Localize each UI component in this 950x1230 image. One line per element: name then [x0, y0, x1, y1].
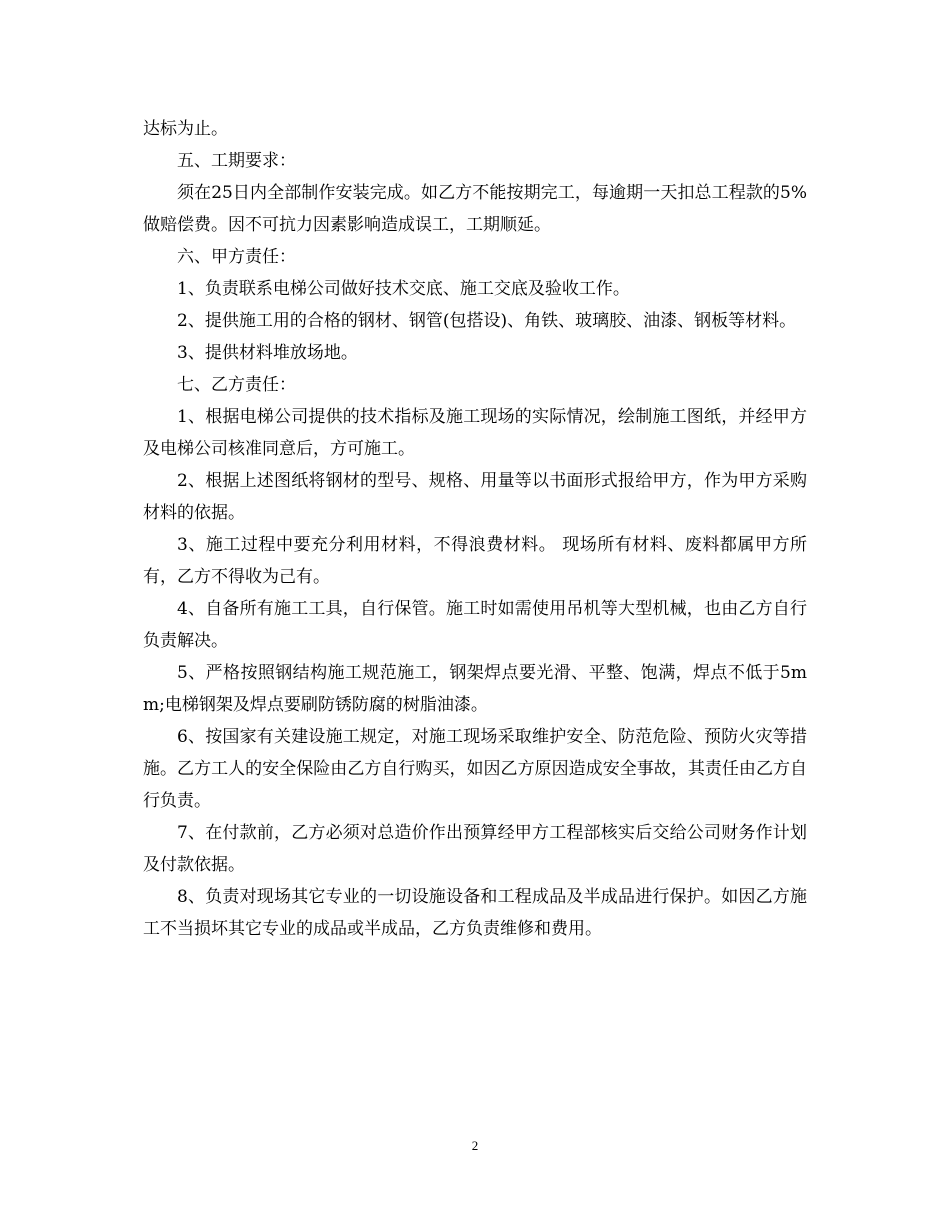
party-a-item-3: 3、提供材料堆放场地。 — [177, 343, 358, 363]
party-b-item-4: 4、自备所有施工工具，自行保管。施工时如需使用吊机等大型机械，也由乙方自行负责解决。 — [143, 599, 807, 651]
party-a-item-2: 2、提供施工用的合格的钢材、钢管(包搭设)、角铁、玻璃胶、油漆、钢板等材料。 — [177, 311, 797, 331]
party-b-item-5: 5、严格按照钢结构施工规范施工，钢架焊点要光滑、平整、饱满，焊点不低于5mm;电梯钢架及焊点要刷防锈防腐的树脂油漆。 — [143, 663, 807, 715]
party-b-item-1: 1、根据电梯公司提供的技术指标及施工现场的实际情况，绘制施工图纸，并经甲方及电梯公司核准同意后，方可施工。 — [143, 407, 807, 459]
document-body — [143, 113, 807, 945]
party-b-item-6: 6、按国家有关建设施工规定，对施工现场采取维护安全、防范危险、预防火灾等措施。乙方工人的安全保险由乙方自行购买，如因乙方原因造成安全事故，其责任由乙方自行负责。 — [143, 727, 807, 811]
section-heading-schedule: 五、工期要求： — [177, 151, 296, 171]
section-heading-party-a: 六、甲方责任： — [177, 247, 296, 267]
party-a-item-1: 1、负责联系电梯公司做好技术交底、施工交底及验收工作。 — [177, 279, 630, 299]
paragraph-schedule: 须在25日内全部制作安装完成。如乙方不能按期完工，每逾期一天扣总工程款的5%做赔偿费。因不可抗力因素影响造成误工，工期顺延。 — [143, 183, 807, 235]
paragraph-0: 达标为止。 — [143, 119, 228, 139]
party-b-item-3: 3、施工过程中要充分利用材料，不得浪费材料。 现场所有材料、废料都属甲方所有，乙方不得收为己有。 — [143, 535, 807, 587]
page-number: 2 — [471, 1138, 479, 1153]
party-b-item-8: 8、负责对现场其它专业的一切设施设备和工程成品及半成品进行保护。如因乙方施工不当损坏其它专业的成品或半成品，乙方负责维修和费用。 — [143, 887, 807, 939]
party-b-item-2: 2、根据上述图纸将钢材的型号、规格、用量等以书面形式报给甲方，作为甲方采购材料的依据。 — [143, 471, 807, 523]
section-heading-party-b: 七、乙方责任： — [177, 375, 296, 395]
party-b-item-7: 7、在付款前，乙方必须对总造价作出预算经甲方工程部核实后交给公司财务作计划及付款依据。 — [143, 823, 807, 875]
